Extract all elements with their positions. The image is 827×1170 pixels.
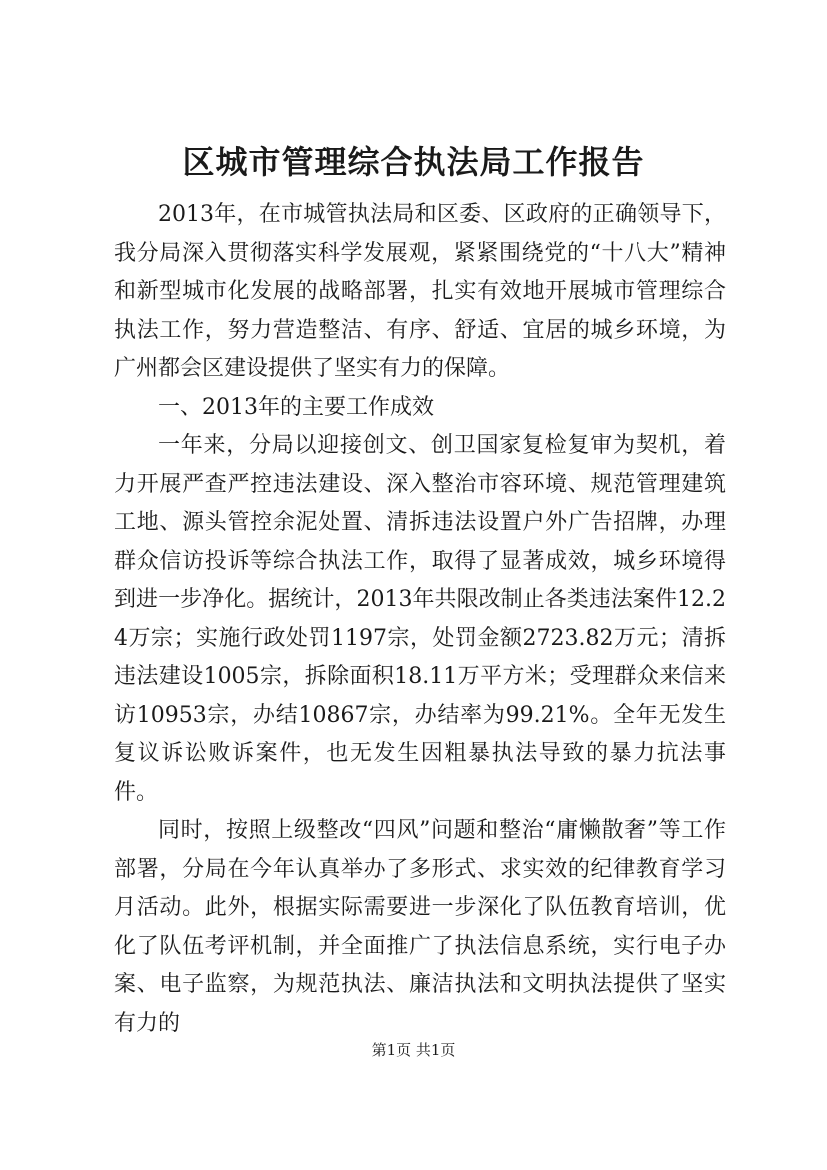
paragraph-discipline: 同时，按照上级整改“四风”问题和整治“庸懒散奢”等工作部署，分局在今年认真举办了多形式、求实效的纪律教育学习月活动。此外，根据实际需要进一步深化了队伍教育培训，优化了队伍考评机制，并全面推广了执法信息系统，实行电子办案、电子监察，为规范执法、廉洁执法和文明执法提供了坚实有力的 bbox=[114, 818, 726, 1036]
paragraph-achievements: 一年来，分局以迎接创文、创卫国家复检复审为契机，着力开展严查严控违法建设、深入整治市容环境、规范管理建筑工地、源头管控余泥处置、清拆违法设置户外广告招牌，办理群众信访投诉等综合执法工作，取得了显著成效，城乡环境得到进一步净化。据统计，2013年共限改制止各类违法案件12.24万宗；实施行政处罚1197宗，处罚金额2723.82万元；清拆违法建设1005宗，拆除面积18.11万平方米；受理群众来信来访10953宗，办结10867宗，办结率为99.21%。全年无发生复议诉讼败诉案件，也无发生因粗暴执法导致的暴力抗法事件。 bbox=[114, 433, 726, 805]
section-heading: 一、2013年的主要工作成效 bbox=[158, 394, 434, 420]
document-body bbox=[114, 196, 726, 1043]
paragraph-intro: 2013年，在市城管执法局和区委、区政府的正确领导下，我分局深入贯彻落实科学发展观，紧紧围绕党的“十八大”精神和新型城市化发展的战略部署，扎实有效地开展城市管理综合执法工作，努力营造整洁、有序、舒适、宜居的城乡环境，为广州都会区建设提供了坚实有力的保障。 bbox=[114, 202, 726, 381]
page-footer: 第1页 共1页 bbox=[371, 1041, 456, 1059]
page-title: 区城市管理综合执法局工作报告 bbox=[182, 143, 645, 181]
